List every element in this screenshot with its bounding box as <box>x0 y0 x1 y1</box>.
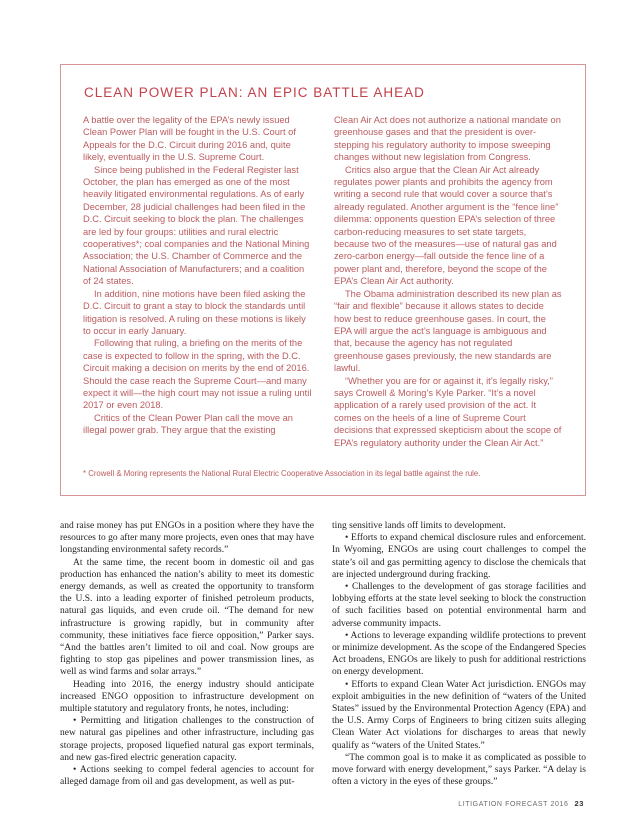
page-footer <box>458 799 584 808</box>
article-paragraph: and raise money has put ENGOs in a position where they have the resources to go after many more projects, even ones that may have longstanding environmental safety records.” <box>60 521 314 556</box>
article-left-column <box>60 520 314 788</box>
bullet-item: • Challenges to the development of gas storage facilities and lobbying efforts at the state level seeking to block the construction of such facilities based on potential environmental harm and adverse community impacts. <box>332 582 586 629</box>
feature-paragraph: The Obama administration described its new plan as “fair and flexible” because it allows states to decide how best to reduce greenhouse gases. In court, the EPA will argue the act’s language is ambiguous and that, because the agency has not regulated greenhouse gases previously, the new standards are lawful. <box>334 288 562 374</box>
article-body <box>60 520 586 788</box>
feature-paragraph: A battle over the legality of the EPA’s newly issued Clean Power Plan will be fought in the U.S. Court of Appeals for the D.C. Circuit during 2016 and, quite likely, eventually in the U.S. Supreme Court. <box>83 115 296 163</box>
feature-paragraph: In addition, nine motions have been filed asking the D.C. Circuit to grant a stay to block the standards until litigation is resolved. A ruling on these motions is likely to occur in early January. <box>83 288 306 336</box>
feature-paragraph: Critics also argue that the Clean Air Act already regulates power plants and prohibits the agency from writing a second rule that would cover a source that’s already regulated. Another argument is the “fence line” dilemma: opponents question EPA’s selection of three carbon-reducing measures to set state targets, because two of the measures—use of natural gas and zero-carbon energy—fall outside the fence line of a power plant and, therefore, beyond the scope of the EPA’s Clean Air Act authority. <box>334 164 559 287</box>
feature-paragraph: Critics of the Clean Power Plan call the move an illegal power grab. They argue that the existing <box>83 412 293 436</box>
feature-paragraph: Since being published in the Federal Register last October, the plan has emerged as one of the most heavily litigated environmental regulations. As of early December, 28 judicial challenges had been filed in the D.C. Circuit seeking to block the plan. The challenges are led by four groups: utilities and rural electric cooperatives*; coal companies and the National Mining Association; the U.S. Chamber of Commerce and the National Association of Manufacturers; and a coalition of 24 states. <box>83 164 310 287</box>
article-paragraph: Heading into 2016, the energy industry should anticipate increased ENGO opposition to infrastructure development on multiple statutory and regulatory fronts, he notes, including: <box>60 679 314 715</box>
article-paragraph: ting sensitive lands off limits to development. <box>332 521 506 531</box>
bullet-item: • Permitting and litigation challenges to the construction of new natural gas pipelines and other infrastructure, including gas storage projects, proposed liquefied natural gas export terminals, and new gas-fired electric generation capacity. <box>60 716 314 763</box>
feature-paragraph: Following that ruling, a briefing on the merits of the case is expected to follow in the spring, with the D.C. Circuit making a decision on merits by the end of 2016. Should the case reach the Supreme Court—and many expect it will—the high court may not issue a ruling until 2017 or even 2018. <box>83 338 312 411</box>
feature-paragraph: Clean Air Act does not authorize a national mandate on greenhouse gases and that the president is over-stepping his regulatory authority to impose sweeping changes without new legislation from Congress. <box>334 115 561 163</box>
bullet-item: • Efforts to expand Clean Water Act jurisdiction. ENGOs may exploit ambiguities in the new definition of “waters of the United States” issued by the Environmental Protection Agency (EPA) and the U.S. Army Corps of Engineers to bring citizen suits alleging Clean Water Act violations for discharges to areas that newly qualify as “waters of the United States.” <box>332 679 586 751</box>
feature-paragraph: “Whether you are for or against it, it’s legally risky,” says Crowell & Moring’s Kyle Parker. “It’s a novel application of a rarely used provision of the act. It comes on the heels of a line of Supreme Court decisions that expressed skepticism about the scope of EPA’s regulatory authority under the Clean Air Act.” <box>334 375 562 448</box>
article-right-column <box>332 520 586 788</box>
feature-columns <box>83 114 563 449</box>
feature-box <box>60 64 586 496</box>
footer-label: LITIGATION FORECAST 2016 <box>458 801 569 808</box>
feature-left-column <box>83 114 312 449</box>
feature-footnote: * Crowell & Moring represents the National Rural Electric Cooperative Association in its legal battle against the rule. <box>83 468 481 478</box>
feature-right-column <box>334 114 563 449</box>
bullet-item: • Actions to leverage expanding wildlife protections to prevent or minimize development. As the scope of the Endangered Species Act broadens, ENGOs are likely to push for additional restrictions on energy development. <box>332 630 586 678</box>
bullet-item: • Efforts to expand chemical disclosure rules and enforcement. In Wyoming, ENGOs are using court challenges to compel the state’s oil and gas permitting agency to disclose the chemicals that are injected underground during fracking. <box>332 533 586 580</box>
article-paragraph: At the same time, the recent boom in domestic oil and gas production has enhanced the nation’s ability to meet its domestic energy demands, as well as created the opportunity to transform the U.S. into a leading exporter of finished petroleum products, natural gas liquids, and even crude oil. “The demand for new infrastructure is growing rapidly, but in community after community, these initiatives face fierce opposition,” Parker says. “And the battles aren’t limited to oil and coal. Now groups are fighting to stop gas pipelines and power transmission lines, as well as wind farms and solar arrays.” <box>60 557 314 678</box>
article-paragraph: “The common goal is to make it as complicated as possible to move forward with energy development,” says Parker. “A delay is often a victory in the eyes of these groups.” <box>332 752 586 788</box>
footer-page-number: 23 <box>574 799 584 808</box>
feature-title: CLEAN POWER PLAN: AN EPIC BATTLE AHEAD <box>84 85 425 100</box>
bullet-item: • Actions seeking to compel federal agencies to account for alleged damage from oil and gas development, as well as put- <box>60 765 314 788</box>
